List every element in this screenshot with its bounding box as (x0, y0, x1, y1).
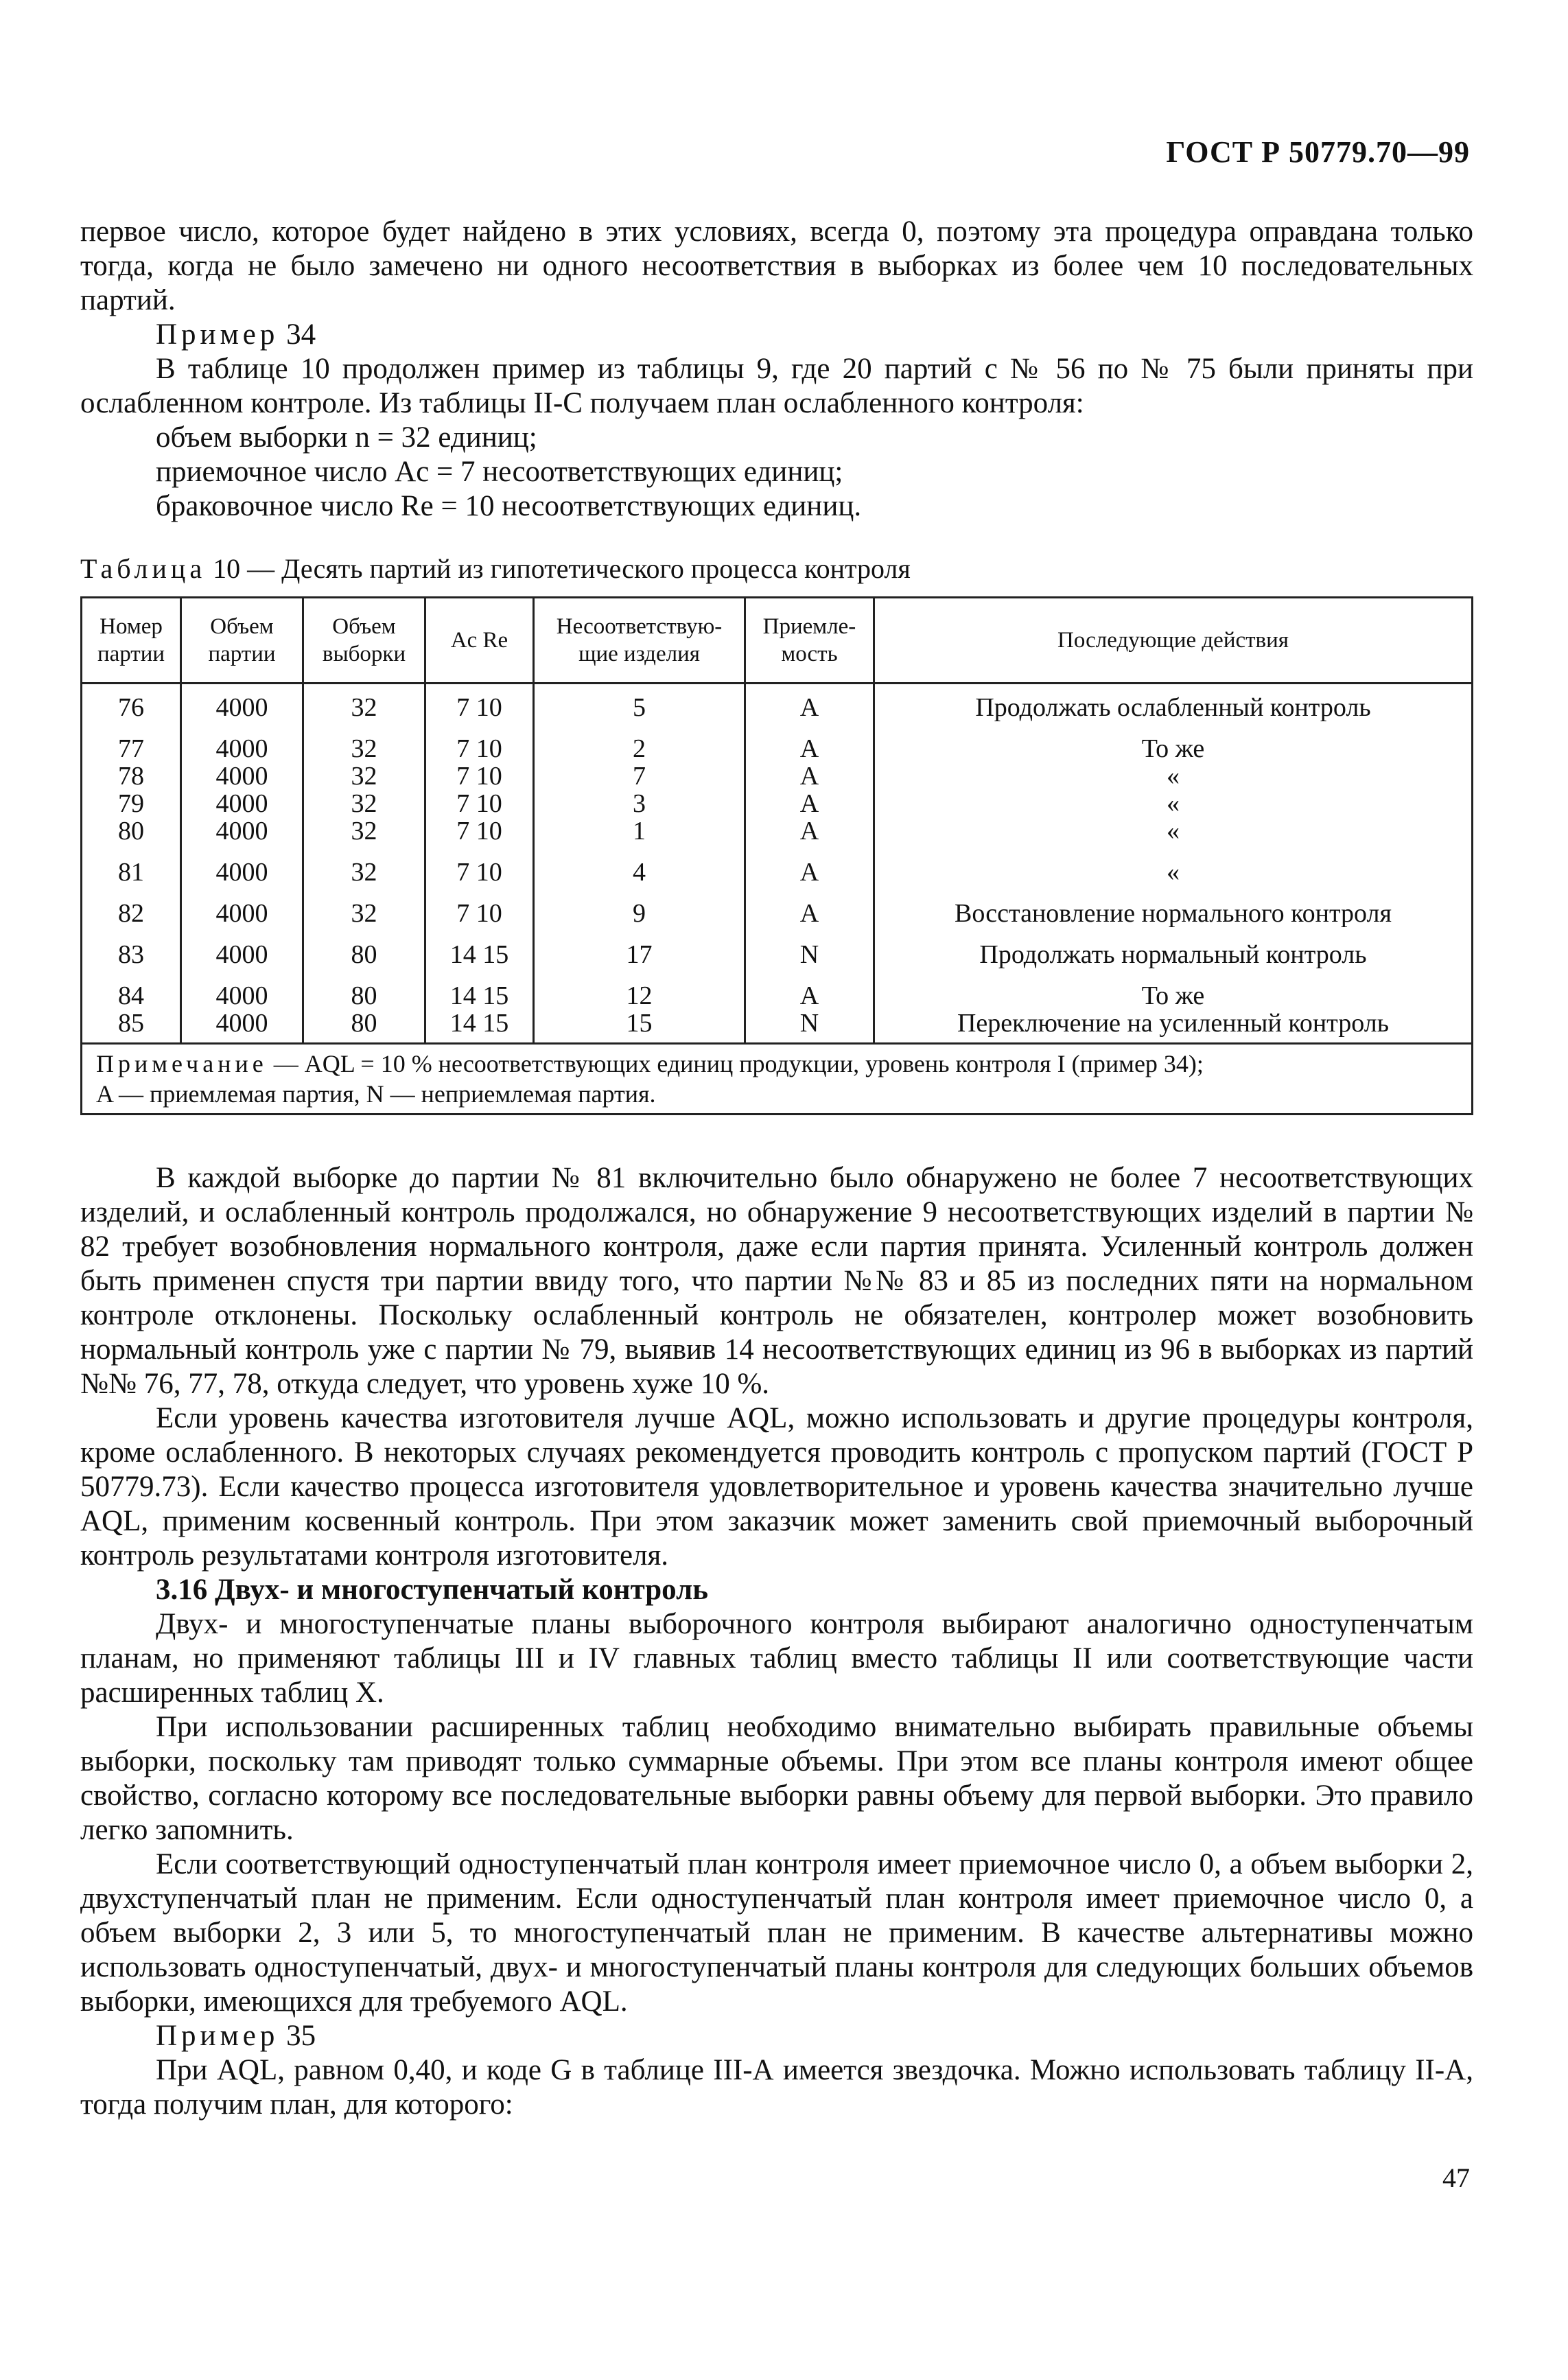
table-row (82, 845, 1473, 886)
col-header-actions: Последующие действия (874, 598, 1473, 684)
cell-nonconforming: 4 (534, 845, 745, 886)
table-row (82, 886, 1473, 927)
table-caption (80, 552, 911, 585)
table-note (82, 1044, 1473, 1115)
col-header-lot-size: Объем партии (181, 598, 303, 684)
body-paragraph-3: Двух- и многоступенчатые планы выборочного контроля выбирают аналогично одноступенчатым планам, но применяют таблицы III и IV главных таблиц вместо таблицы II или соответствующие части расширенных таблиц X. (80, 1608, 1473, 1709)
cell-lot-size: 4000 (181, 886, 303, 927)
col-header-ac-re: Ac Re (425, 598, 534, 684)
cell-lot-number: 80 (82, 817, 181, 845)
example-label: Пример (156, 318, 279, 351)
table-row (82, 968, 1473, 1010)
cell-action: То же (874, 968, 1473, 1010)
cell-sample-size: 80 (303, 927, 425, 968)
cell-nonconforming: 9 (534, 886, 745, 927)
cell-lot-number: 79 (82, 790, 181, 817)
standard-code: ГОСТ Р 50779.70—99 (1166, 135, 1470, 169)
cell-ac-re: 7 10 (425, 845, 534, 886)
example-number: 34 (286, 318, 316, 351)
cell-lot-number: 85 (82, 1010, 181, 1044)
cell-nonconforming: 15 (534, 1010, 745, 1044)
table-note-row (82, 1044, 1473, 1115)
body-paragraph-2: Если уровень качества изготовителя лучше AQL, можно использовать и другие процедуры контроля, кроме ослабленного. В некоторых случаях рекомендуется проводить контроль с пропуском партий (ГОСТ Р 50779.73). Если качество процесса изготовителя удовлетворительное и уровень качества значительно лучше AQL, применим косвенный контроль. При этом заказчик может заменить свой приемочный выборочный контроль результатами контроля изготовителя. (80, 1402, 1473, 1572)
example-34-heading (80, 318, 1473, 352)
cell-action: « (874, 762, 1473, 790)
cell-acceptability: N (745, 927, 874, 968)
cell-acceptability: A (745, 968, 874, 1010)
section-heading: 3.16 Двух- и многоступенчатый контроль (156, 1574, 708, 1606)
cell-action: Продолжать ослабленный контроль (874, 684, 1473, 722)
cell-lot-number: 82 (82, 886, 181, 927)
table-caption-text: 10 — Десять партий из гипотетического процесса контроля (213, 553, 911, 584)
cell-lot-size: 4000 (181, 790, 303, 817)
cell-nonconforming: 5 (534, 684, 745, 722)
cell-action: « (874, 817, 1473, 845)
col-header-sample-size: Объем выборки (303, 598, 425, 684)
cell-nonconforming: 2 (534, 721, 745, 762)
table-caption-label: Таблица (80, 553, 207, 584)
cell-lot-number: 84 (82, 968, 181, 1010)
body-block (80, 1161, 1473, 2122)
cell-sample-size: 32 (303, 817, 425, 845)
table-row (82, 927, 1473, 968)
cell-sample-size: 32 (303, 845, 425, 886)
cell-lot-number: 78 (82, 762, 181, 790)
cell-ac-re: 7 10 (425, 721, 534, 762)
cell-ac-re: 7 10 (425, 790, 534, 817)
plan-line-acceptance: приемочное число Ac = 7 несоответствующих единиц; (156, 456, 843, 488)
cell-lot-size: 4000 (181, 927, 303, 968)
cell-nonconforming: 17 (534, 927, 745, 968)
cell-acceptability: N (745, 1010, 874, 1044)
cell-nonconforming: 7 (534, 762, 745, 790)
cell-sample-size: 80 (303, 968, 425, 1010)
cell-sample-size: 80 (303, 1010, 425, 1044)
body-paragraph-5: Если соответствующий одноступенчатый план контроля имеет приемочное число 0, а объем выборки 2, двухступенчатый план не применим. Если одноступенчатый план контроля имеет приемочное число 0, а объем выборки 2, 3 или 5, то многоступенчатый план не применим. В качестве альтернативы можно использовать одноступенчатый, двух- и многоступенчатый планы контроля для следующих больших объемов выборки, имеющихся для требуемого AQL. (80, 1848, 1473, 2018)
cell-acceptability: A (745, 762, 874, 790)
cell-sample-size: 32 (303, 762, 425, 790)
cell-ac-re: 7 10 (425, 886, 534, 927)
cell-ac-re: 7 10 (425, 762, 534, 790)
cell-lot-size: 4000 (181, 762, 303, 790)
cell-nonconforming: 12 (534, 968, 745, 1010)
cell-acceptability: A (745, 845, 874, 886)
cell-ac-re: 14 15 (425, 1010, 534, 1044)
cell-acceptability: A (745, 684, 874, 722)
cell-sample-size: 32 (303, 790, 425, 817)
table-row (82, 721, 1473, 762)
table-row (82, 684, 1473, 722)
cell-sample-size: 32 (303, 886, 425, 927)
col-header-acceptability: Приемле-мость (745, 598, 874, 684)
cell-lot-size: 4000 (181, 1010, 303, 1044)
cell-action: Продолжать нормальный контроль (874, 927, 1473, 968)
intro-paragraph: первое число, которое будет найдено в этих условиях, всегда 0, поэтому эта процедура оправдана только тогда, когда не было замечено ни одного несоответствия в выборках из более чем 10 последовательных партий. (80, 215, 1473, 316)
cell-action: « (874, 790, 1473, 817)
table-note-line-2: A — приемлемая партия, N — неприемлемая партия. (96, 1080, 656, 1108)
cell-lot-number: 76 (82, 684, 181, 722)
note-label: Примечание (96, 1050, 268, 1077)
cell-ac-re: 14 15 (425, 927, 534, 968)
cell-action: Переключение на усиленный контроль (874, 1010, 1473, 1044)
cell-acceptability: A (745, 886, 874, 927)
cell-lot-size: 4000 (181, 684, 303, 722)
table-note-line-1 (96, 1049, 1458, 1079)
intro-block (80, 215, 1473, 524)
cell-action: Восстановление нормального контроля (874, 886, 1473, 927)
cell-action: То же (874, 721, 1473, 762)
lots-table (80, 596, 1473, 1115)
table-row (82, 1010, 1473, 1044)
cell-acceptability: A (745, 817, 874, 845)
example-35-heading (80, 2019, 1473, 2053)
cell-lot-size: 4000 (181, 721, 303, 762)
cell-sample-size: 32 (303, 721, 425, 762)
table-row (82, 790, 1473, 817)
cell-ac-re: 14 15 (425, 968, 534, 1010)
cell-ac-re: 7 10 (425, 684, 534, 722)
cell-lot-size: 4000 (181, 817, 303, 845)
table-row (82, 762, 1473, 790)
cell-acceptability: A (745, 721, 874, 762)
cell-lot-size: 4000 (181, 968, 303, 1010)
note-text: — AQL = 10 % несоответствующих единиц продукции, уровень контроля I (пример 34); (273, 1050, 1204, 1077)
table-row (82, 817, 1473, 845)
example-34-paragraph: В таблице 10 продолжен пример из таблицы 9, где 20 партий с № 56 по № 75 были приняты при ослабленном контроле. Из таблицы II-С получаем план ослабленного контроля: (80, 353, 1473, 419)
body-paragraph-4: При использовании расширенных таблиц необходимо внимательно выбирать правильные объемы выборки, поскольку там приводят только суммарные объемы. При этом все планы контроля имеют общее свойство, согласно которому все последовательные выборки равны объему для первой выборки. Это правило легко запомнить. (80, 1711, 1473, 1846)
cell-lot-size: 4000 (181, 845, 303, 886)
plan-line-rejection: браковочное число Re = 10 несоответствующих единиц. (156, 490, 862, 522)
body-paragraph-6: При AQL, равном 0,40, и коде G в таблице III-А имеется звездочка. Можно использовать таблицу II-А, тогда получим план, для которого: (80, 2054, 1473, 2121)
cell-lot-number: 77 (82, 721, 181, 762)
plan-line-sample-size: объем выборки n = 32 единиц; (156, 421, 537, 454)
col-header-nonconforming: Несоответствую-щие изделия (534, 598, 745, 684)
cell-acceptability: A (745, 790, 874, 817)
col-header-lot-number: Номер партии (82, 598, 181, 684)
cell-action: « (874, 845, 1473, 886)
cell-nonconforming: 1 (534, 817, 745, 845)
cell-sample-size: 32 (303, 684, 425, 722)
table-header-row (82, 598, 1473, 684)
cell-lot-number: 83 (82, 927, 181, 968)
page-number: 47 (1442, 2162, 1470, 2193)
cell-ac-re: 7 10 (425, 817, 534, 845)
body-paragraph-1: В каждой выборке до партии № 81 включительно было обнаружено не более 7 несоответствующих изделий, и ослабленный контроль продолжался, но обнаружение 9 несоответствующих изделий в партии № 82 требует возобновления нормального контроля, даже если партия принята. Усиленный контроль должен быть применен спустя три партии ввиду того, что партии №№ 83 и 85 из последних пяти на нормальном контроле отклонены. Поскольку ослабленный контроль не обязателен, контролер может возобновить нормальный контроль уже с партии № 79, выявив 14 несоответствующих единиц из 96 в выборках из партий №№ 76, 77, 78, откуда следует, что уровень хуже 10 %. (80, 1162, 1473, 1400)
cell-lot-number: 81 (82, 845, 181, 886)
example-label: Пример (156, 2020, 279, 2052)
cell-nonconforming: 3 (534, 790, 745, 817)
example-number: 35 (286, 2020, 316, 2052)
